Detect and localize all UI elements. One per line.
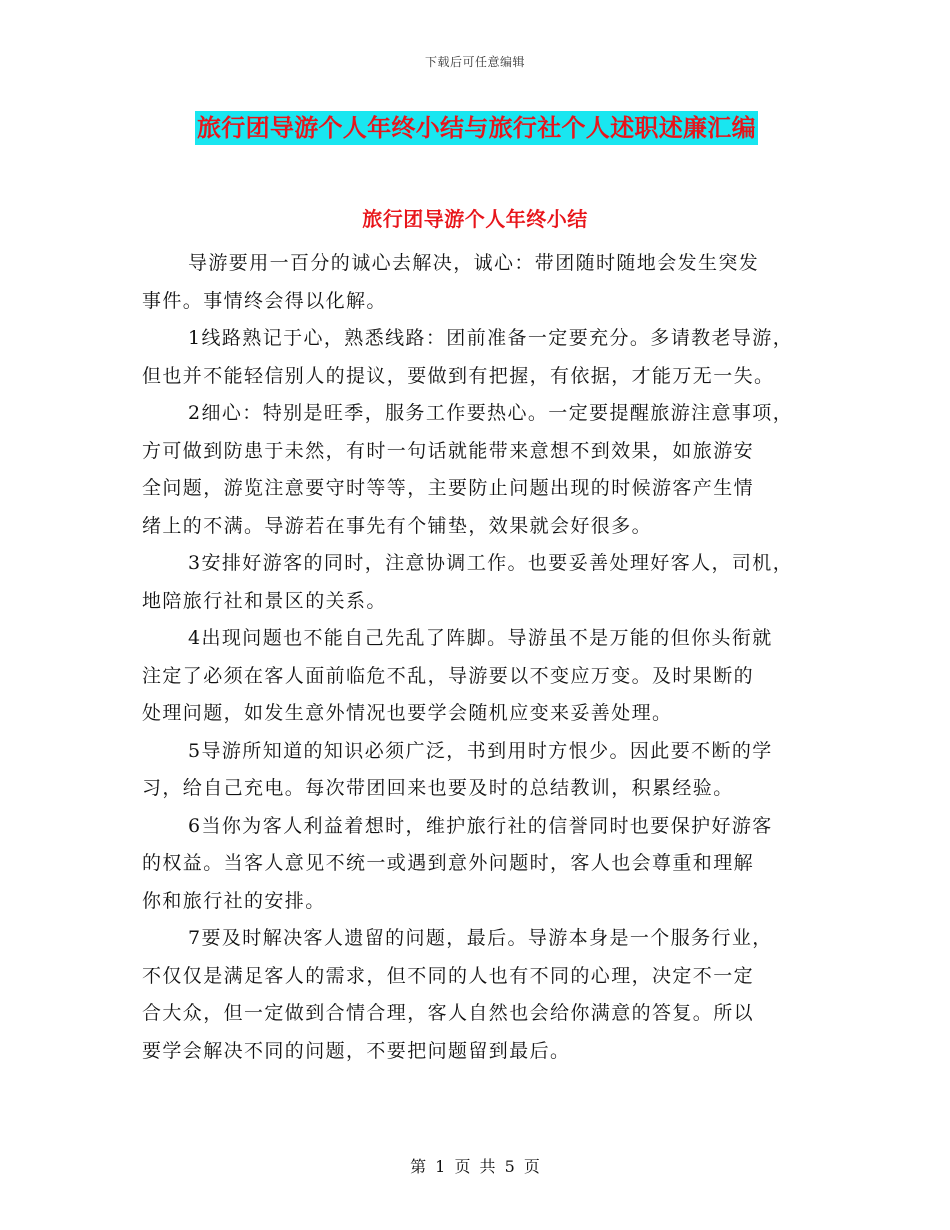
paragraph-line: 6当你为客人利益着想时，维护旅行社的信誉同时也要保护好游客: [188, 814, 773, 837]
header-note: 下载后可任意编辑: [424, 55, 525, 69]
paragraph-line: 方可做到防患于未然，有时一句话就能带来意想不到效果，如旅游安: [142, 439, 755, 462]
paragraph-5: [142, 620, 822, 733]
paragraph-line: 要学会解决不同的问题，不要把问题留到最后。: [142, 1039, 571, 1062]
paragraph-line: 不仅仅是满足客人的需求，但不同的人也有不同的心理，决定不一定: [142, 964, 755, 987]
document-title: 旅行团导游个人年终小结与旅行社个人述职述廉汇编: [195, 111, 758, 145]
paragraph-line: 事件。事情终会得以化解。: [142, 289, 387, 312]
paragraph-8: [142, 920, 822, 1070]
paragraph-line: 绪上的不满。导游若在事先有个铺垫，效果就会好很多。: [142, 514, 653, 537]
page-footer: 第 1 页 共 5 页: [410, 1157, 540, 1176]
paragraph-line: 2细心：特别是旺季，服务工作要热心。一定要提醒旅游注意事项，: [188, 402, 794, 424]
paragraph-line: 你和旅行社的安排。: [142, 889, 326, 912]
paragraph-line: 4出现问题也不能自己先乱了阵脚。导游虽不是万能的但你头衔就: [188, 627, 773, 649]
paragraph-line: 7要及时解决客人遗留的问题，最后。导游本身是一个服务行业，: [188, 927, 773, 949]
paragraph-line: 1线路熟记于心，熟悉线路：团前准备一定要充分。多请教老导游，: [188, 327, 794, 349]
paragraph-2: [142, 320, 822, 395]
paragraph-line: 处理问题，如发生意外情况也要学会随机应变来妥善处理。: [142, 702, 673, 724]
section-title: 旅行团导游个人年终小结: [362, 207, 588, 231]
paragraph-line: 的权益。当客人意见不统一或遇到意外问题时，客人也会尊重和理解: [142, 852, 755, 874]
paragraph-3: [142, 395, 822, 545]
paragraph-1: [142, 245, 822, 320]
body-text: [142, 245, 822, 1070]
paragraph-6: [142, 733, 822, 808]
paragraph-line: 合大众，但一定做到合情合理，客人自然也会给你满意的答复。所以: [142, 1002, 755, 1024]
paragraph-4: [142, 545, 822, 620]
paragraph-line: 但也并不能轻信别人的提议，要做到有把握，有依据，才能万无一失。: [142, 364, 775, 387]
paragraph-line: 习，给自己充电。每次带团回来也要及时的总结教训，积累经验。: [142, 777, 734, 799]
paragraph-7: [142, 808, 822, 921]
paragraph-line: 地陪旅行社和景区的关系。: [142, 589, 387, 612]
paragraph-line: 5导游所知道的知识必须广泛，书到用时方恨少。因此要不断的学: [188, 739, 773, 762]
paragraph-line: 注定了必须在客人面前临危不乱，导游要以不变应万变。及时果断的: [142, 664, 755, 687]
paragraph-line: 导游要用一百分的诚心去解决，诚心：带团随时随地会发生突发: [188, 252, 760, 274]
paragraph-line: 3安排好游客的同时，注意协调工作。也要妥善处理好客人，司机，: [188, 552, 794, 574]
paragraph-line: 全问题，游览注意要守时等等，主要防止问题出现的时候游客产生情: [142, 477, 755, 499]
